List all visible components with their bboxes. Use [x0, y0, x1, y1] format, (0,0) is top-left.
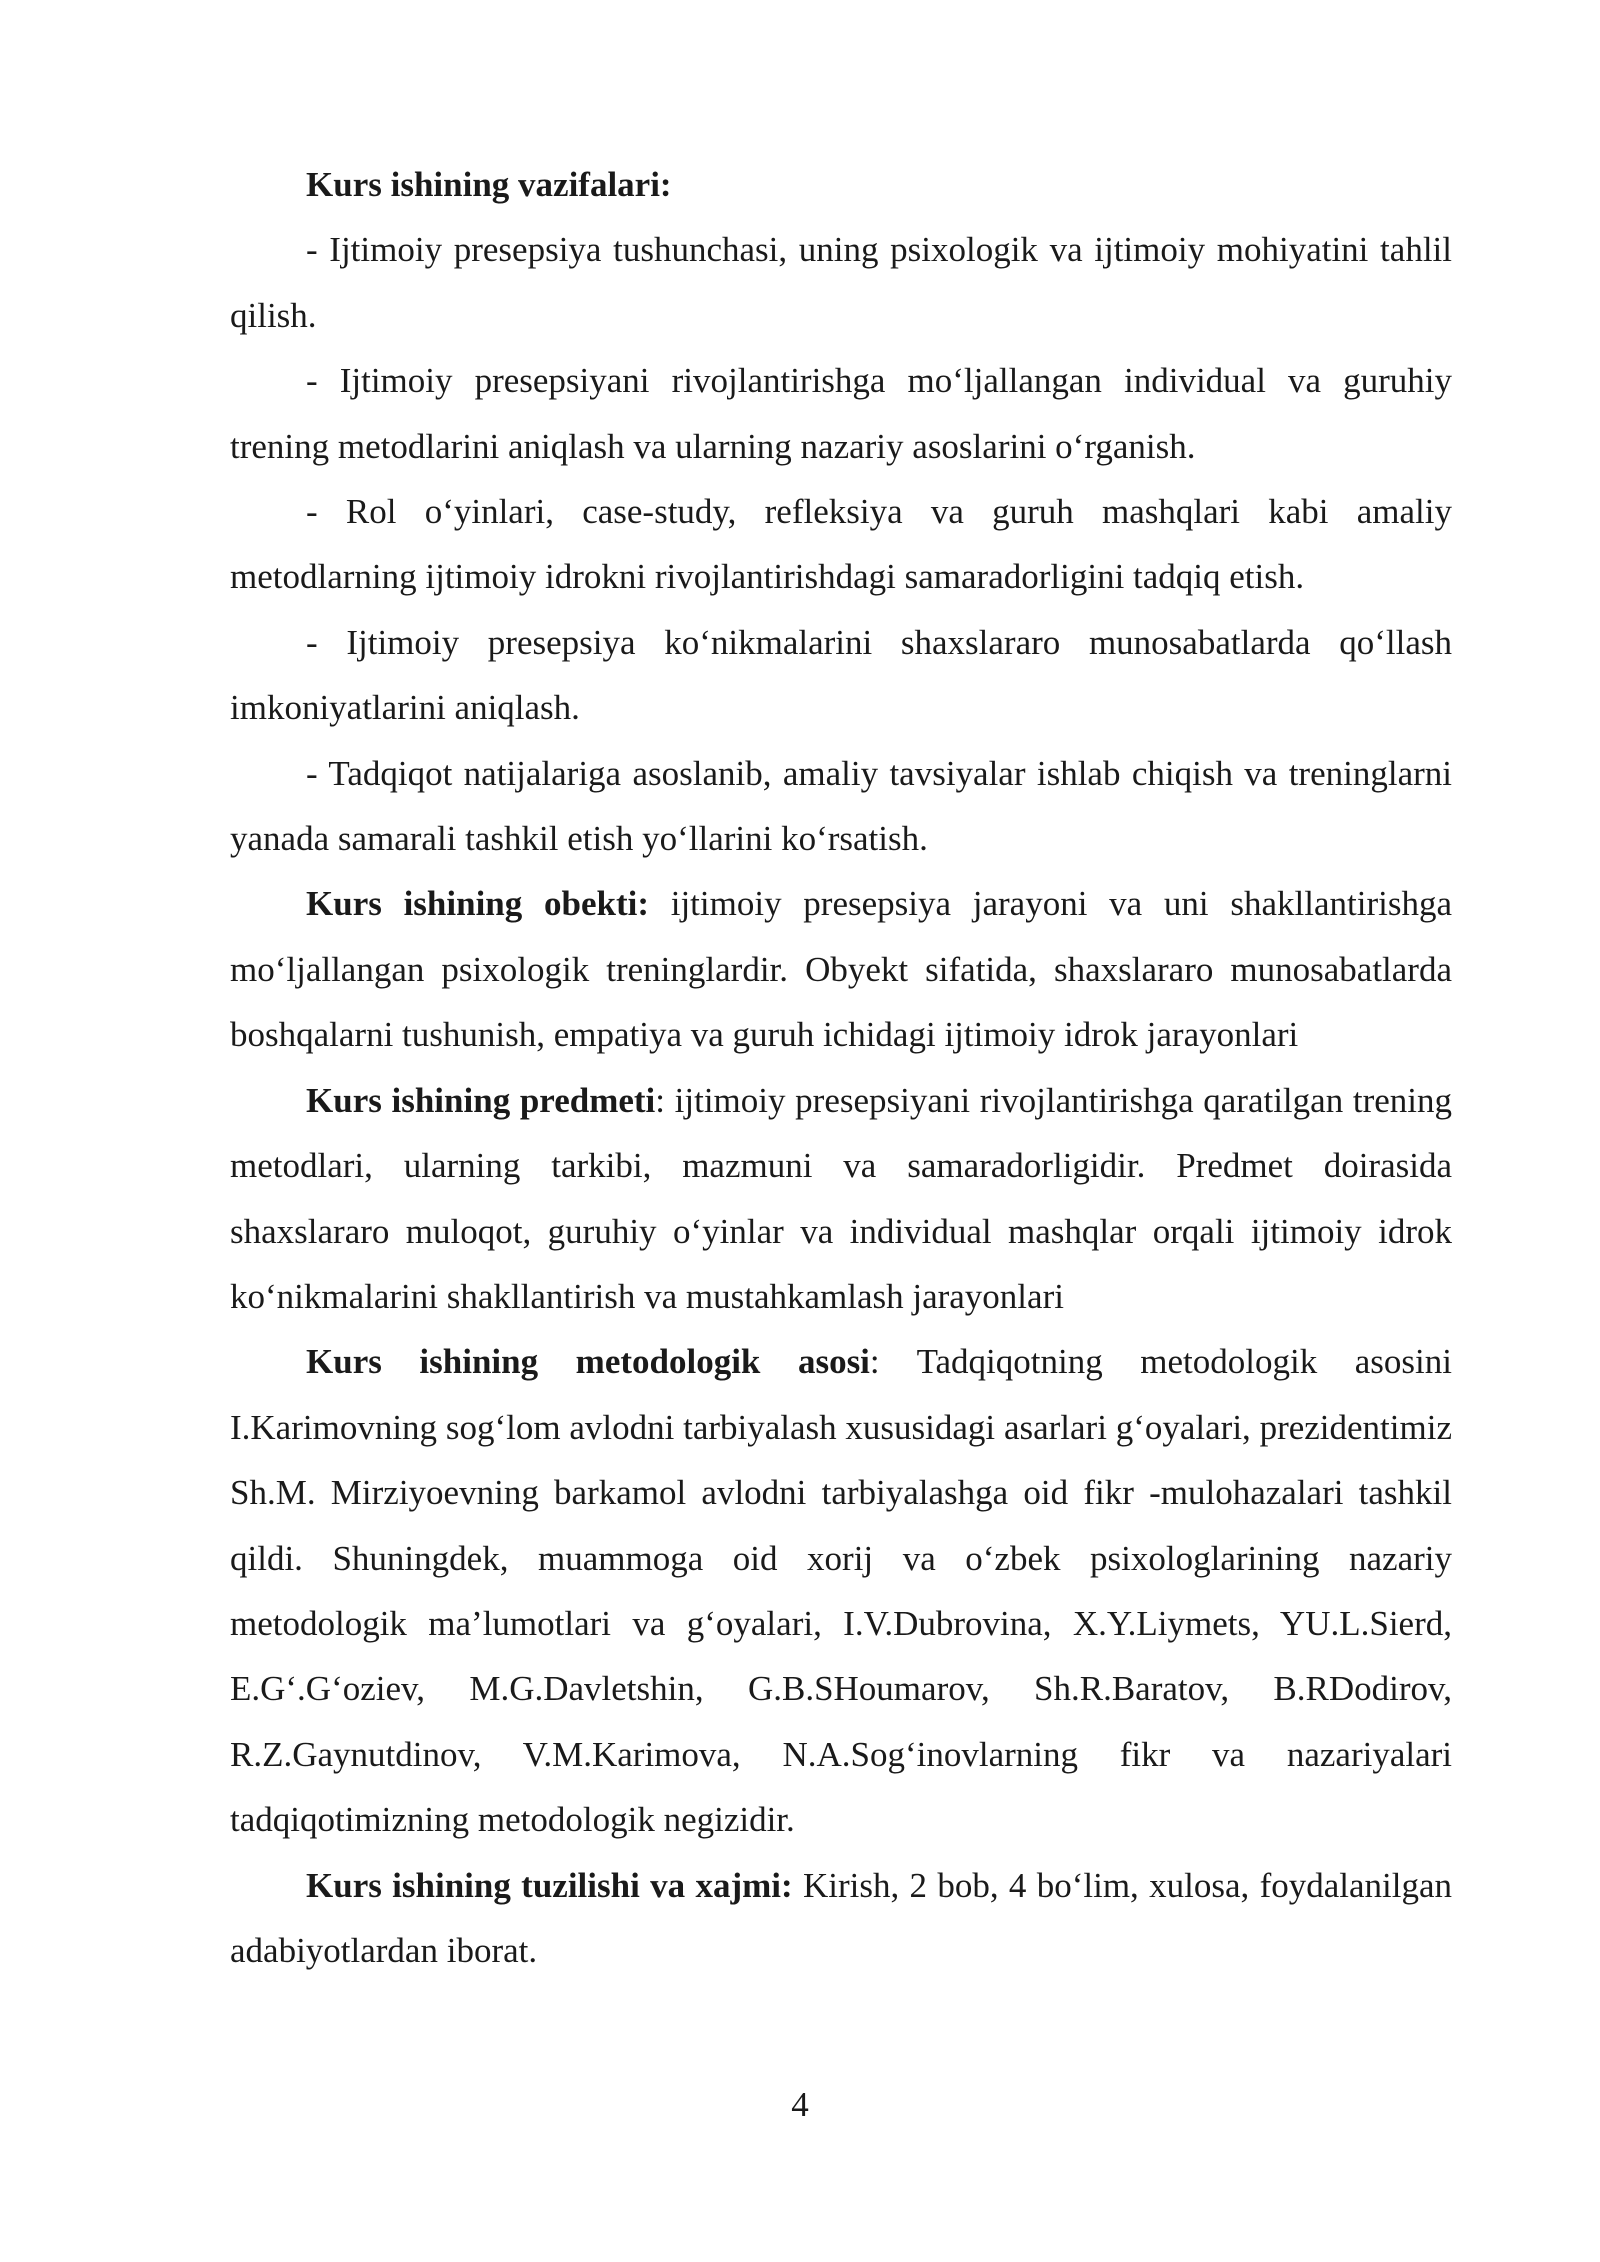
- task-item-2: - Ijtimoiy presepsiyani rivojlantirishga mo‘ljallangan individual va guruhiy trening metodlarini aniqlash va ularning nazariy asoslarini o‘rganish.: [230, 361, 1452, 466]
- object-text: ijtimoiy presepsiya jarayoni va uni shakllantirishga mo‘ljallangan psixologik treninglardir. Obyekt sifatida, shaxslararo munosabatlarda boshqalarni tushunish, empatiya va guruh ichidagi ijtimoiy idrok jarayonlari: [230, 884, 1452, 1055]
- methodology-label: Kurs ishining metodologik asosi: [306, 1342, 870, 1382]
- task-item-3: - Rol o‘yinlari, case-study, refleksiya va guruh mashqlari kabi amaliy metodlarning ijtimoiy idrokni rivojlantirishdagi samaradorligini tadqiq etish.: [230, 492, 1452, 597]
- object-label: Kurs ishining obekti:: [306, 884, 649, 924]
- subject-label: Kurs ishining predmeti: [306, 1080, 656, 1120]
- structure-paragraph: [230, 1853, 1452, 1984]
- subject-text: : ijtimoiy presepsiyani rivojlantirishga qaratilgan trening metodlari, ularning tarkibi, mazmuni va samaradorligidir. Predmet doirasida shaxslararo muloqot, guruhiy o‘yinlar va individual mashqlar orqali ijtimoiy idrok ko‘nikmalarini shakllantirish va mustahkamlash jarayonlari: [230, 1080, 1452, 1316]
- object-paragraph: [230, 871, 1452, 1067]
- task-item-4: - Ijtimoiy presepsiya ko‘nikmalarini shaxslararo munosabatlarda qo‘llash imkoniyatlarini aniqlash.: [230, 622, 1452, 728]
- task-item-1: - Ijtimoiy presepsiya tushunchasi, uning psixologik va ijtimoiy mohiyatini tahlil qilish.: [230, 230, 1452, 335]
- document-page: [230, 152, 1452, 1983]
- page-number: 4: [791, 2085, 809, 2124]
- methodology-text: : Tadqiqotning metodologik asosini I.Karimovning sog‘lom avlodni tarbiyalash xususidagi asarlari g‘oyalari, prezidentimiz Sh.M. Mirziyoevning barkamol avlodni tarbiyalashga oid fikr -mulohazalari tashkil qildi. Shuningdek, muammoga oid xorij va o‘zbek psixologlarining nazariy metodologik ma’lumotlari va g‘oyalari, I.V.Dubrovina, X.Y.Liymets, YU.L.Sierd, E.G‘.G‘oziev, M.G.Davletshin, G.B.SHoumarov, Sh.R.Baratov, B.RDodirov, R.Z.Gaynutdinov, V.M.Karimova, N.A.Sog‘inovlarning fikr va nazariyalari tadqiqotimizning metodologik negizidir.: [230, 1342, 1452, 1840]
- structure-text: Kirish, 2 bob, 4 bo‘lim, xulosa, foydalanilgan adabiyotlardan iborat.: [230, 1865, 1452, 1970]
- structure-label: Kurs ishining tuzilishi va xajmi:: [306, 1865, 793, 1905]
- methodology-paragraph: [230, 1329, 1452, 1852]
- subject-paragraph: [230, 1068, 1452, 1330]
- task-item-5: - Tadqiqot natijalariga asoslanib, amaliy tavsiyalar ishlab chiqish va treninglarni yanada samarali tashkil etish yo‘llarini ko‘rsatish.: [230, 753, 1452, 859]
- tasks-heading: Kurs ishining vazifalari:: [306, 165, 672, 204]
